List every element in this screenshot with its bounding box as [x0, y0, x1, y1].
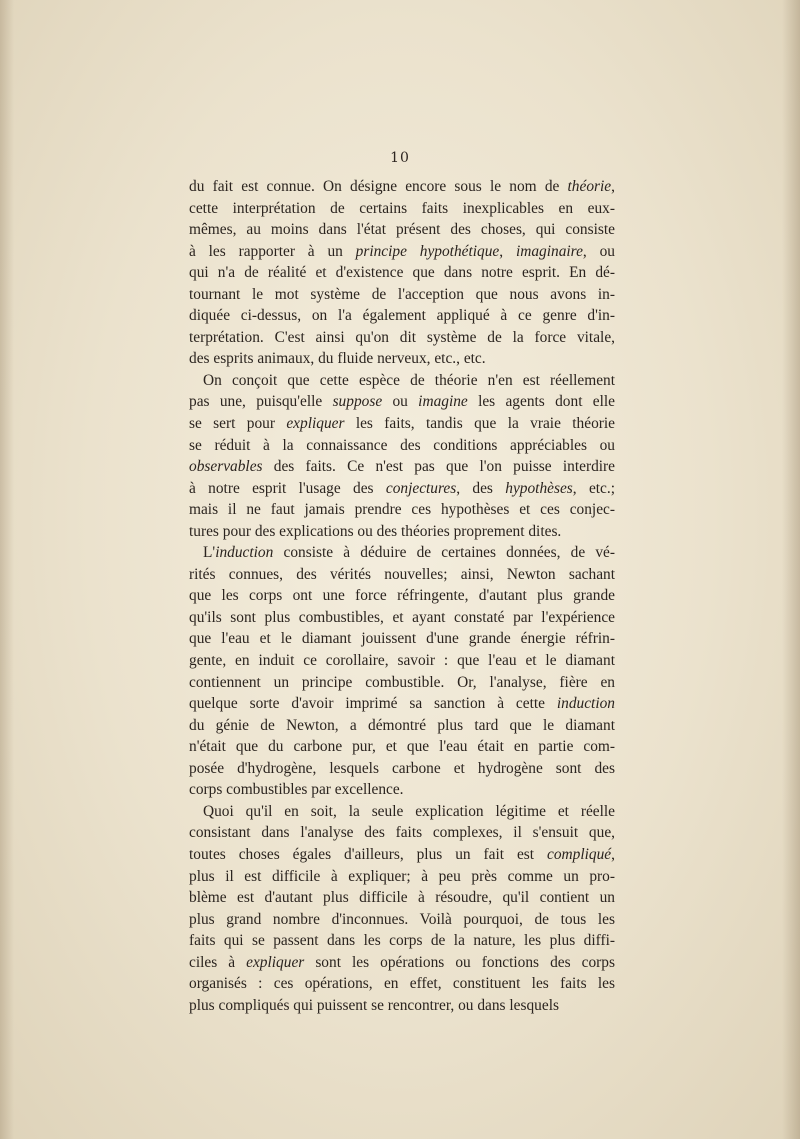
paragraph: [189, 370, 615, 542]
text-line: [189, 435, 615, 457]
italic-term: induction: [215, 544, 274, 562]
text-line: [189, 241, 615, 263]
italic-term: imaginaire: [515, 242, 583, 260]
text-run: posée d'hydrogène, lesquels carbone et hydrogène sont des: [189, 759, 615, 777]
text-line: [189, 844, 615, 866]
text-line: [189, 499, 615, 521]
text-line: [189, 822, 615, 844]
text-run: sont les opérations ou fonctions des corps: [304, 953, 615, 971]
text-run: blème est d'autant plus difficile à résoudre, qu'il contient un: [189, 889, 615, 907]
text-line: [189, 391, 615, 413]
text-run: des faits. Ce n'est pas que l'on puisse interdire: [262, 458, 615, 476]
text-run: les faits, tandis que la vraie théorie: [344, 415, 616, 433]
italic-term: compliqué: [547, 845, 612, 863]
text-run: que l'eau et le diamant jouissent d'une grande énergie réfrin-: [189, 630, 615, 648]
text-run: à les rapporter à un: [189, 242, 356, 260]
text-run: consiste à déduire de certaines données, de vé-: [273, 544, 615, 562]
text-run: cette interprétation de certains faits inexplicables en eux-: [189, 199, 615, 217]
text-run: quelque sorte d'avoir imprimé sa sanction à cette: [189, 695, 557, 713]
text-line: [189, 693, 615, 715]
text-run: ,: [499, 242, 516, 260]
text-line: [189, 995, 615, 1017]
text-run: organisés : ces opérations, en effet, constituent les faits les: [189, 975, 615, 993]
text-line: [189, 801, 615, 823]
text-run: mais il ne faut jamais prendre ces hypothèses et ces conjec-: [189, 501, 615, 519]
text-run: n'était que du carbone pur, et que l'eau était en partie com-: [189, 738, 615, 756]
text-line: [189, 909, 615, 931]
paragraph: [189, 801, 615, 1016]
text-run: du génie de Newton, a démontré plus tard que le diamant: [189, 716, 615, 734]
page-number: 10: [390, 150, 410, 166]
text-line: [189, 930, 615, 952]
text-line: [189, 715, 615, 737]
text-line: [189, 521, 615, 543]
text-run: qu'ils sont plus combustibles, et ayant constaté par l'expérience: [189, 608, 615, 626]
text-run: , etc.;: [572, 479, 616, 497]
text-line: [189, 887, 615, 909]
text-line: [189, 176, 615, 198]
text-line: [189, 348, 615, 370]
paragraph: [189, 542, 615, 801]
text-run: plus il est difficile à expliquer; à peu près comme un pro-: [189, 867, 615, 885]
text-run: , des: [456, 479, 506, 497]
text-run: , ou: [582, 242, 615, 260]
text-line: [189, 413, 615, 435]
text-run: les agents dont elle: [467, 393, 615, 411]
text-run: des esprits animaux, du fluide nerveux, etc., etc.: [189, 350, 486, 368]
text-line: [189, 456, 615, 478]
text-run: plus compliqués qui puissent se rencontrer, ou dans lesquels: [189, 996, 559, 1014]
text-run: plus grand nombre d'inconnues. Voilà pourquoi, de tous les: [189, 910, 615, 928]
text-line: [189, 758, 615, 780]
italic-term: expliquer: [246, 953, 305, 971]
text-line: [189, 219, 615, 241]
text-run: tures pour des explications ou des théories proprement dites.: [189, 522, 562, 540]
text-run: contiennent un principe combustible. Or, l'analyse, fière en: [189, 673, 615, 691]
text-run: On conçoit que cette espèce de théorie n'en est réellement: [203, 371, 615, 389]
text-line: [189, 628, 615, 650]
text-run: toutes choses égales d'ailleurs, plus un fait est: [189, 845, 548, 863]
italic-term: hypothèses: [505, 479, 573, 497]
page-edge-shadow-right: [782, 0, 800, 1139]
text-run: faits qui se passent dans les corps de la nature, les plus diffi-: [189, 932, 615, 950]
italic-term: théorie: [567, 178, 612, 195]
text-line: [189, 650, 615, 672]
text-run: se réduit à la connaissance des conditions appréciables ou: [189, 436, 615, 454]
text-run: pas une, puisqu'elle: [189, 393, 333, 411]
text-run: rités connues, des vérités nouvelles; ainsi, Newton sachant: [189, 565, 615, 583]
italic-term: principe hypothétique: [355, 242, 500, 260]
text-line: [189, 779, 615, 801]
text-run: ,: [611, 178, 615, 195]
text-run: corps combustibles par excellence.: [189, 781, 404, 799]
italic-term: observables: [189, 458, 263, 476]
text-line: [189, 478, 615, 500]
text-line: [189, 327, 615, 349]
text-run: tournant le mot système de l'acception que nous avons in-: [189, 285, 615, 303]
text-run: L': [203, 544, 216, 562]
italic-term: suppose: [332, 393, 383, 411]
italic-term: conjectures: [385, 479, 457, 497]
text-line: [189, 672, 615, 694]
text-line: [189, 564, 615, 586]
text-run: que les corps ont une force réfringente, d'autant plus grande: [189, 587, 615, 605]
text-run: diquée ci-dessus, on l'a également appliqué à ce genre d'in-: [189, 307, 615, 325]
text-run: terprétation. C'est ainsi qu'on dit système de la force vitale,: [189, 328, 615, 346]
text-line: [189, 973, 615, 995]
text-line: [189, 262, 615, 284]
text-line: [189, 607, 615, 629]
text-run: ,: [611, 845, 615, 863]
text-run: du fait est connue. On désigne encore sous le nom de: [189, 178, 568, 195]
paragraph: [189, 176, 615, 370]
text-line: [189, 198, 615, 220]
text-run: consistant dans l'analyse des faits complexes, il s'ensuit que,: [189, 824, 615, 842]
text-line: [189, 284, 615, 306]
body-text: [189, 176, 615, 1016]
text-line: [189, 305, 615, 327]
text-run: gente, en induit ce corollaire, savoir : que l'eau et le diamant: [189, 652, 615, 670]
italic-term: imagine: [418, 393, 468, 411]
text-run: ciles à: [189, 953, 247, 971]
text-run: se sert pour: [189, 415, 287, 433]
text-line: [189, 370, 615, 392]
text-line: [189, 866, 615, 888]
text-run: Quoi qu'il en soit, la seule explication légitime et réelle: [203, 802, 615, 820]
text-run: mêmes, au moins dans l'état présent des choses, qui consiste: [189, 221, 615, 239]
text-run: à notre esprit l'usage des: [189, 479, 386, 497]
page-edge-shadow-left: [0, 0, 14, 1139]
italic-term: induction: [556, 695, 615, 713]
text-run: ou: [382, 393, 419, 411]
text-line: [189, 585, 615, 607]
italic-term: expliquer: [286, 415, 345, 433]
text-line: [189, 736, 615, 758]
text-line: [189, 952, 615, 974]
text-run: qui n'a de réalité et d'existence que dans notre esprit. En dé-: [189, 264, 615, 282]
text-line: [189, 542, 615, 564]
